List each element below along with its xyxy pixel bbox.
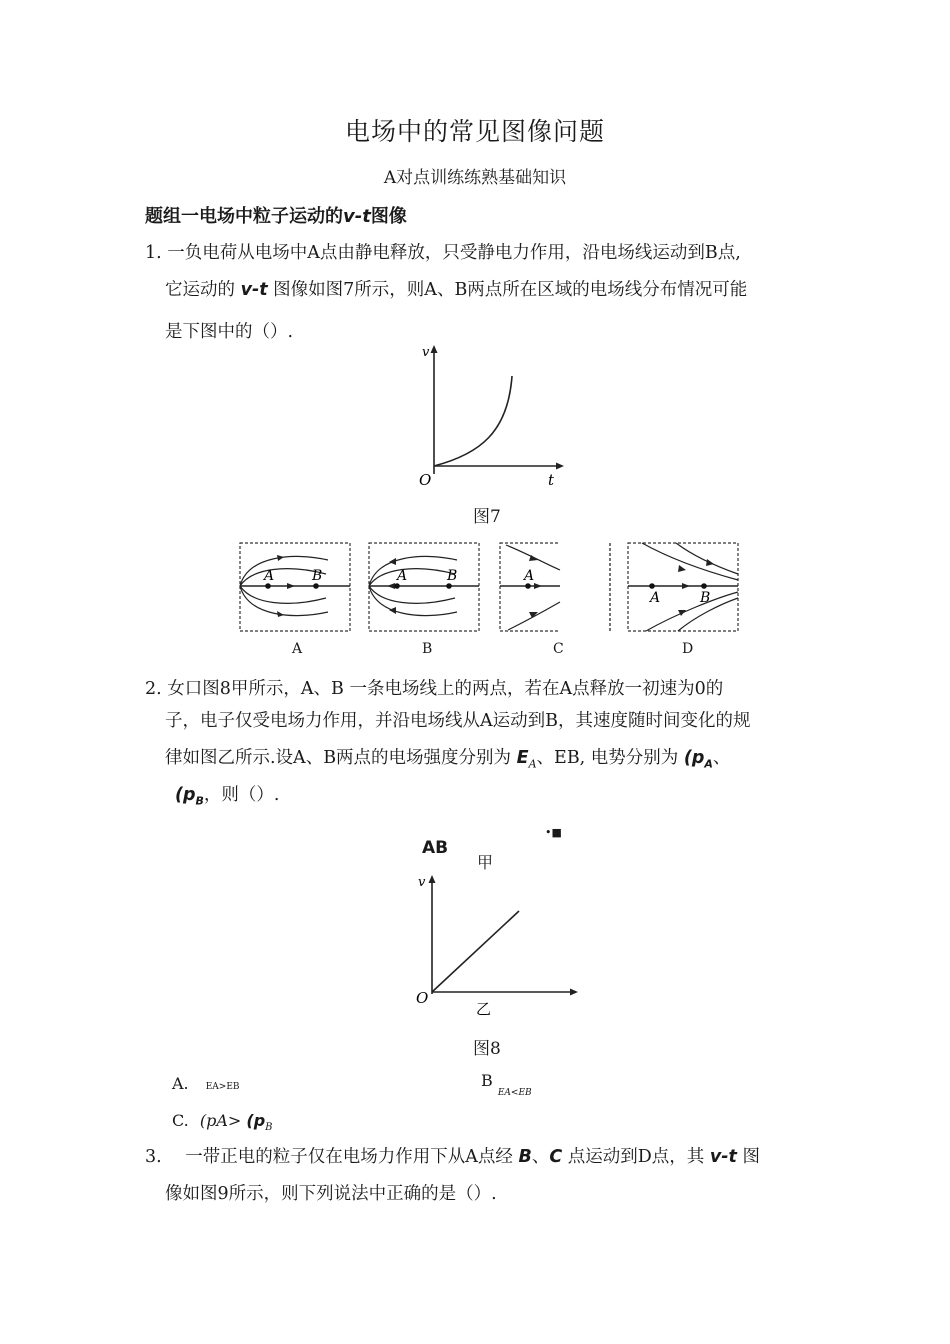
point-a-label: A [397, 568, 408, 584]
q2-pb-symbol: (p [175, 785, 196, 805]
q1-line2-vt: v-t [240, 280, 268, 300]
option-d-arrow [706, 559, 714, 566]
option-c-clipped-area [560, 540, 608, 635]
t-label: t [548, 471, 555, 489]
q2-option-c [172, 1111, 273, 1133]
q2-option-c-key: C. [172, 1111, 189, 1130]
option-b-label: B [422, 641, 433, 657]
q3-point-b: B [518, 1147, 532, 1167]
option-c-field-diagram [498, 540, 614, 635]
q2-line4 [175, 781, 279, 808]
option-d-arrow [678, 610, 686, 616]
point-b-label: B [447, 568, 458, 584]
q1-line1: 1. 一负电荷从电场中A点由静电释放，只受静电力作用，沿电场线运动到B点, [145, 243, 741, 263]
q2-option-b-text: EA<EB [497, 1088, 532, 1098]
yi-label: 乙 [476, 1000, 492, 1018]
point-a-label: A [650, 590, 661, 606]
section-heading [145, 202, 407, 228]
page-title: 电场中的常见图像问题 [344, 117, 605, 146]
q2-option-a-text: EA>EB [205, 1082, 240, 1092]
q2-line3 [165, 744, 730, 771]
option-a-lower-inner-line [240, 586, 326, 603]
q2-p-symbol: (p [683, 748, 705, 768]
page-subtitle: A对点训练练熟基础知识 [383, 168, 567, 188]
q2-line3-b: 、EB, 电势分别为 [536, 748, 684, 768]
q2-e-sub: A [528, 757, 537, 771]
v-label: v [418, 875, 426, 890]
t-axis-arrow [556, 463, 564, 470]
q2-option-b-key: B [481, 1071, 493, 1090]
option-d-arrow [678, 565, 686, 572]
q3-line1-c: 图 [736, 1147, 760, 1167]
option-d-arrow [682, 583, 690, 589]
option-a-arrow [277, 611, 284, 617]
q1-line3: 是下图中的（）. [165, 322, 294, 342]
q3-line1-a: 一带正电的粒子仅在电场力作用下从A点经 [185, 1147, 519, 1167]
vt-curve [434, 376, 512, 466]
option-a-field-diagram [238, 540, 354, 635]
point-a-label: A [524, 568, 535, 584]
vt-line [432, 911, 519, 992]
option-d-upper-inner-line [676, 543, 738, 574]
jia-mark: •■ [545, 826, 562, 839]
q2-line1-clipped [145, 676, 724, 699]
v-label: v [422, 345, 430, 360]
t-axis-arrow [570, 989, 578, 996]
q2-line3-a: 律如图乙所示.设A、B两点的电场强度分别为 [165, 748, 517, 768]
q2-option-a-key: A. [172, 1074, 189, 1093]
v-axis-arrow [431, 345, 438, 353]
q2-line1: 2. 女口图8甲所示，A、B 一条电场线上的两点，若在A点释放一初速为0的 [145, 679, 724, 699]
option-b-field-diagram [367, 540, 483, 635]
q3-number: 3. [145, 1147, 162, 1167]
figure7-vt-graph [410, 340, 570, 490]
q2-pb-sub: B [195, 794, 204, 808]
section-prefix: 题组一电场中粒子运动的 [145, 206, 343, 227]
point-a [649, 583, 655, 589]
q2-pa-sub: A [704, 757, 713, 771]
q2-option-a [172, 1074, 240, 1093]
q2-option-b [481, 1071, 532, 1098]
option-c-label: C [553, 641, 564, 657]
origin-label: O [419, 471, 432, 489]
option-b-lower-inner-line [369, 586, 455, 603]
point-b-label: B [312, 568, 323, 584]
option-d-field-diagram [626, 540, 742, 635]
q1-line2 [165, 276, 747, 301]
option-a-arrow [287, 583, 295, 589]
figure8-vt-graph [410, 868, 585, 1018]
section-vt: v-t [343, 206, 371, 227]
option-c-arrow [534, 583, 542, 589]
q2-e-symbol: E [516, 748, 529, 768]
option-b-arrow [389, 607, 396, 614]
jia-label: 甲 [477, 853, 494, 872]
q2-option-c-p2-sub: B [265, 1122, 273, 1134]
point-b-label: B [700, 590, 711, 606]
point-b [313, 583, 319, 589]
jia-ab-clipped: AB [422, 838, 449, 858]
point-a-label: A [264, 568, 275, 584]
q2-option-c-gt: > [227, 1111, 242, 1130]
point-b [446, 583, 452, 589]
option-b-arrow [387, 583, 395, 589]
q2-line3-c: 、 [712, 748, 731, 768]
q3-vt: v-t [709, 1147, 737, 1167]
option-a-label: A [292, 641, 303, 657]
q2-line4-rest: ，则（）. [203, 785, 280, 805]
q3-line1-b: 点运动到D点，其 [562, 1147, 710, 1167]
q3-point-c: C [549, 1147, 563, 1167]
option-b-upper-inner-line [369, 568, 458, 586]
option-a-arrow [277, 555, 284, 561]
point-a [265, 583, 271, 589]
point-b [701, 583, 707, 589]
q1-line2-b: 图像如图7所示，则A、B两点所在区域的电场线分布情况可能 [267, 280, 748, 300]
figure8-caption: 图8 [473, 1039, 501, 1059]
section-suffix: 图像 [370, 206, 407, 227]
q3-line2: 像如图9所示，则下列说法中正确的是（）. [165, 1184, 497, 1204]
option-d-label: D [682, 641, 694, 657]
option-d-upper-outer-line [642, 543, 738, 580]
figure7-caption: 图7 [473, 507, 501, 527]
q3-sep: 、 [531, 1147, 550, 1167]
q1-line2-a: 它运动的 [165, 280, 241, 300]
origin-label: O [416, 989, 429, 1007]
option-b-arrow [389, 558, 396, 565]
q2-option-c-p1: (pA [199, 1111, 228, 1130]
q3-line1 [145, 1143, 760, 1168]
q2-line2: 子，电子仅受电场力作用，并沿电场线从A运动到B，其速度随时间变化的规 [165, 711, 751, 731]
point-a [525, 583, 531, 589]
q2-option-c-p2: (p [246, 1111, 266, 1130]
point-a [394, 583, 400, 589]
v-axis-arrow [429, 875, 436, 883]
